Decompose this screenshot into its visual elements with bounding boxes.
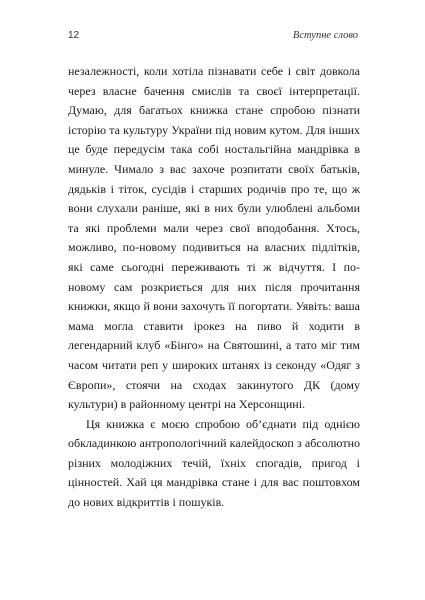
page-number: 12 (68, 30, 80, 41)
paragraph-continued: незалежності, коли хотіла пізнавати себе і світ довкола через власне бачення смислів та своєї інтерпретації. Думаю, для багатьох книжка стане спробою пізнати історію та культуру України під новим кутом. Для інших це буде передусім така собі ностальгійна мандрівка в минуле. Чимало з вас захоче розпитати своїх батьків, дядьків і тіток, сусідів і старших родичів про те, що ж вони слухали раніше, які в них були улюблені альбоми та які проблеми мали через свої вподобання. Хтось, можливо, по-новому подивиться на власних підлітків, які саме сьогодні переживають ті ж відчуття. І по-новому сам розкриється для них після прочитання книжки, якщо й вони захочуть її погортати. Уявіть: ваша мама могла ставити ірокез на пиво й ходити в легендарний клуб «Бінго» на Святошині, а тато міг тим часом читати реп у широких штанях із секонду «Одяг з Європи», стоячи на сходах закинутого ДК (дому культури) в районному центрі на Херсонщині. (68, 64, 360, 412)
running-head (68, 30, 358, 44)
body-text (68, 62, 360, 513)
section-title: Вступне слово (292, 30, 358, 41)
paragraph: Ця книжка є моєю спробою об’єднати під однією обкладинкою антропологічний калейдоскоп з абсолютно різних молодіжних течій, їхніх спогадів, пригод і цінностей. Хай ця мандрівка стане і для вас поштовхом до нових відкриттів і пошуків. (68, 416, 360, 510)
